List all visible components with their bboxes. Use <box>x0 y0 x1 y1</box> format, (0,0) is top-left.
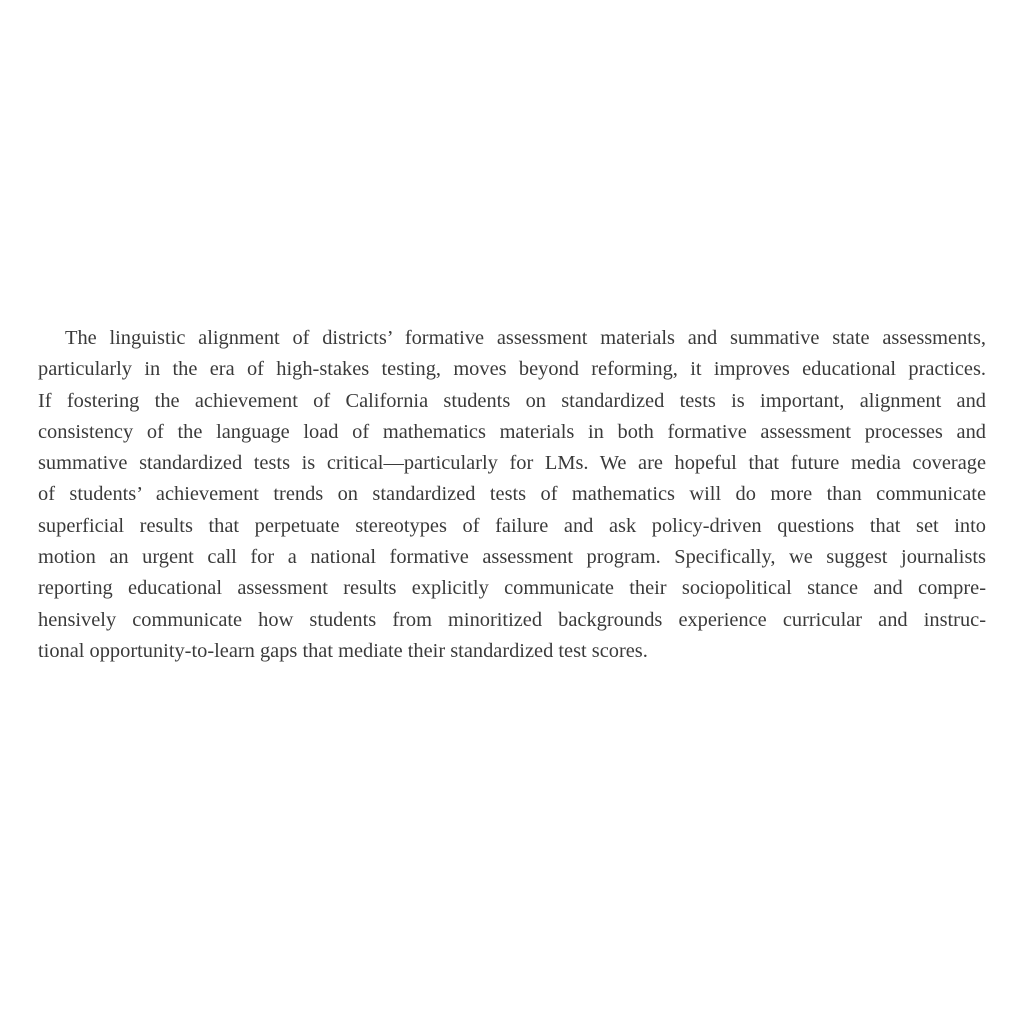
paragraph-line: summative standardized tests is critical—particularly for LMs. We are hopeful that future media coverage <box>38 452 986 475</box>
paragraph-line: of students’ achievement trends on standardized tests of mathematics will do more than communicate <box>38 483 986 506</box>
paragraph-line: hensively communicate how students from minoritized backgrounds experience curricular and instruc- <box>38 608 986 631</box>
paragraph-line: particularly in the era of high-stakes testing, moves beyond reforming, it improves educational practices. <box>38 358 986 381</box>
paragraph-line: superficial results that perpetuate stereotypes of failure and ask policy-driven questions that set into <box>38 514 986 537</box>
paragraph-line: motion an urgent call for a national formative assessment program. Specifically, we suggest journalists <box>38 546 986 569</box>
paragraph-line: consistency of the language load of mathematics materials in both formative assessment processes and <box>38 420 986 443</box>
paragraph-line: tional opportunity-to-learn gaps that mediate their standardized test scores. <box>38 639 648 662</box>
paragraph-line: The linguistic alignment of districts’ formative assessment materials and summative state assessments, <box>65 327 986 349</box>
paragraph-line: If fostering the achievement of California students on standardized tests is important, alignment and <box>38 389 986 412</box>
paragraph-line: reporting educational assessment results explicitly communicate their sociopolitical stance and compre- <box>38 577 986 600</box>
body-paragraph <box>38 323 986 667</box>
